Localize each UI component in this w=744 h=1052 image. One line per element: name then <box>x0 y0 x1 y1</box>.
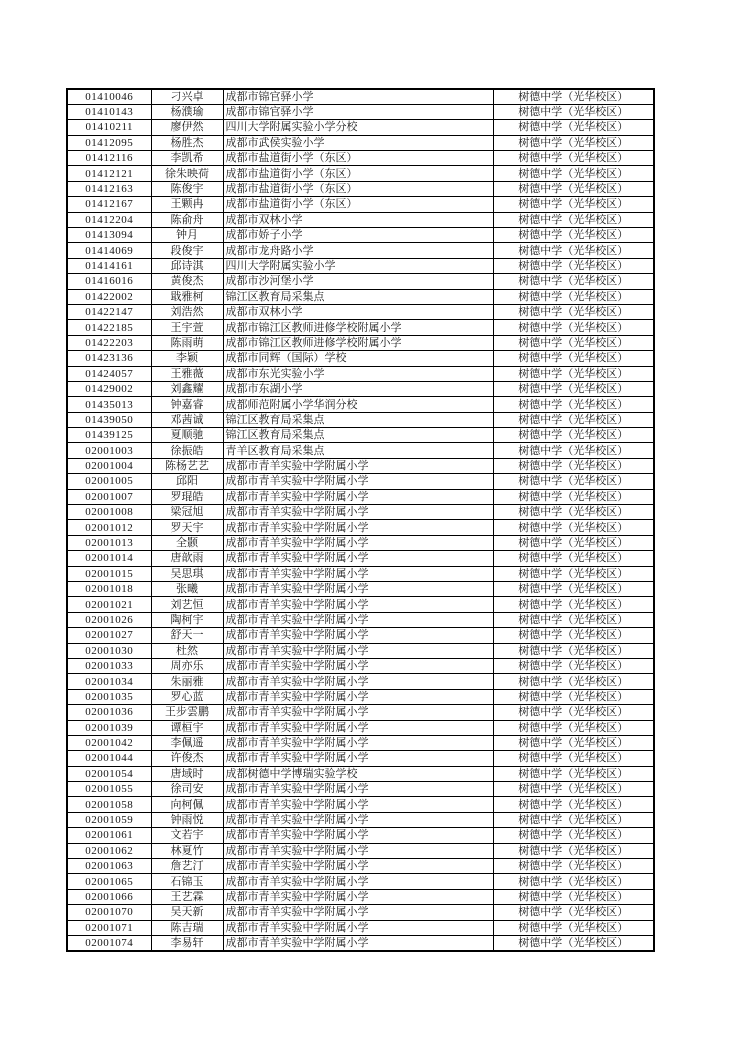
cell-assigned-school: 树德中学（光华校区） <box>493 889 654 904</box>
cell-student-name: 李凯希 <box>151 151 223 166</box>
cell-student-name: 钟嘉睿 <box>151 397 223 412</box>
cell-primary-school: 成都市双林小学 <box>223 212 493 227</box>
cell-student-id: 02001004 <box>67 458 151 473</box>
cell-primary-school: 成都市青羊实验中学附属小学 <box>223 674 493 689</box>
table-row <box>67 751 654 766</box>
cell-primary-school: 成都市青羊实验中学附属小学 <box>223 812 493 827</box>
table-row <box>67 166 654 181</box>
cell-student-id: 01424057 <box>67 366 151 381</box>
table-row <box>67 366 654 381</box>
cell-student-id: 02001008 <box>67 505 151 520</box>
cell-primary-school: 成都市青羊实验中学附属小学 <box>223 535 493 550</box>
table-row <box>67 828 654 843</box>
cell-primary-school: 成都市青羊实验中学附属小学 <box>223 689 493 704</box>
table-row <box>67 566 654 581</box>
table-body <box>67 89 654 951</box>
cell-student-name: 钟月 <box>151 228 223 243</box>
table-row <box>67 274 654 289</box>
cell-primary-school: 成都市青羊实验中学附属小学 <box>223 658 493 673</box>
cell-assigned-school: 树德中学（光华校区） <box>493 258 654 273</box>
cell-student-id: 02001026 <box>67 612 151 627</box>
cell-primary-school: 成都市青羊实验中学附属小学 <box>223 797 493 812</box>
cell-primary-school: 成都市青羊实验中学附属小学 <box>223 782 493 797</box>
cell-student-name: 陈吉瑞 <box>151 920 223 935</box>
cell-student-id: 02001055 <box>67 782 151 797</box>
cell-student-name: 李易轩 <box>151 935 223 950</box>
table-row <box>67 412 654 427</box>
cell-student-id: 01412163 <box>67 181 151 196</box>
cell-student-name: 周亦乐 <box>151 658 223 673</box>
cell-assigned-school: 树德中学（光华校区） <box>493 505 654 520</box>
table-row <box>67 320 654 335</box>
cell-primary-school: 成都市锦官驿小学 <box>223 89 493 104</box>
cell-assigned-school: 树德中学（光华校区） <box>493 658 654 673</box>
cell-primary-school: 成都市沙河堡小学 <box>223 274 493 289</box>
cell-assigned-school: 树德中学（光华校区） <box>493 874 654 889</box>
cell-primary-school: 成都市龙舟路小学 <box>223 243 493 258</box>
cell-primary-school: 成都市盐道街小学（东区） <box>223 151 493 166</box>
table-row <box>67 243 654 258</box>
cell-primary-school: 成都市锦江区教师进修学校附属小学 <box>223 335 493 350</box>
table-row <box>67 920 654 935</box>
table-row <box>67 289 654 304</box>
cell-assigned-school: 树德中学（光华校区） <box>493 551 654 566</box>
cell-primary-school: 成都市东光实验小学 <box>223 366 493 381</box>
cell-student-id: 02001013 <box>67 535 151 550</box>
cell-primary-school: 成都市青羊实验中学附属小学 <box>223 505 493 520</box>
cell-assigned-school: 树德中学（光华校区） <box>493 843 654 858</box>
cell-student-id: 01439125 <box>67 428 151 443</box>
cell-student-id: 02001062 <box>67 843 151 858</box>
cell-assigned-school: 树德中学（光华校区） <box>493 151 654 166</box>
cell-assigned-school: 树德中学（光华校区） <box>493 474 654 489</box>
cell-assigned-school: 树德中学（光华校区） <box>493 104 654 119</box>
cell-student-name: 许俊杰 <box>151 751 223 766</box>
cell-assigned-school: 树德中学（光华校区） <box>493 228 654 243</box>
table-row <box>67 89 654 104</box>
cell-student-id: 01414161 <box>67 258 151 273</box>
cell-student-name: 刁兴卓 <box>151 89 223 104</box>
cell-student-name: 陶柯宇 <box>151 612 223 627</box>
cell-primary-school: 成都市青羊实验中学附属小学 <box>223 843 493 858</box>
cell-assigned-school: 树德中学（光华校区） <box>493 720 654 735</box>
cell-assigned-school: 树德中学（光华校区） <box>493 181 654 196</box>
cell-primary-school: 成都师范附属小学华润分校 <box>223 397 493 412</box>
cell-student-name: 刘鑫耀 <box>151 381 223 396</box>
cell-assigned-school: 树德中学（光华校区） <box>493 135 654 150</box>
cell-primary-school: 成都市娇子小学 <box>223 228 493 243</box>
cell-student-id: 02001030 <box>67 643 151 658</box>
cell-student-id: 01412121 <box>67 166 151 181</box>
cell-student-name: 杜然 <box>151 643 223 658</box>
table-row <box>67 766 654 781</box>
cell-student-name: 舒天一 <box>151 628 223 643</box>
cell-student-id: 02001044 <box>67 751 151 766</box>
cell-student-name: 罗心蓝 <box>151 689 223 704</box>
table-row <box>67 597 654 612</box>
cell-primary-school: 成都市盐道街小学（东区） <box>223 166 493 181</box>
cell-assigned-school: 树德中学（光华校区） <box>493 89 654 104</box>
cell-student-id: 02001054 <box>67 766 151 781</box>
cell-primary-school: 锦江区教育局采集点 <box>223 412 493 427</box>
cell-assigned-school: 树德中学（光华校区） <box>493 166 654 181</box>
table-row <box>67 551 654 566</box>
cell-student-id: 01412204 <box>67 212 151 227</box>
cell-primary-school: 成都市青羊实验中学附属小学 <box>223 458 493 473</box>
cell-student-name: 王步雲鹏 <box>151 705 223 720</box>
table-row <box>67 120 654 135</box>
cell-student-id: 02001027 <box>67 628 151 643</box>
cell-student-name: 王宇萱 <box>151 320 223 335</box>
table-row <box>67 351 654 366</box>
cell-assigned-school: 树德中学（光华校区） <box>493 628 654 643</box>
cell-student-id: 01412116 <box>67 151 151 166</box>
cell-student-id: 02001015 <box>67 566 151 581</box>
cell-student-name: 林夏竹 <box>151 843 223 858</box>
cell-primary-school: 成都市青羊实验中学附属小学 <box>223 551 493 566</box>
cell-student-name: 邱诗淇 <box>151 258 223 273</box>
table-row <box>67 474 654 489</box>
cell-primary-school: 成都市青羊实验中学附属小学 <box>223 566 493 581</box>
cell-student-name: 吴天新 <box>151 905 223 920</box>
cell-primary-school: 成都市武侯实验小学 <box>223 135 493 150</box>
cell-assigned-school: 树德中学（光华校区） <box>493 597 654 612</box>
cell-primary-school: 成都市双林小学 <box>223 304 493 319</box>
cell-student-id: 02001059 <box>67 812 151 827</box>
cell-student-id: 02001058 <box>67 797 151 812</box>
cell-student-name: 石锦玉 <box>151 874 223 889</box>
table-row <box>67 505 654 520</box>
cell-student-id: 02001014 <box>67 551 151 566</box>
cell-primary-school: 成都市青羊实验中学附属小学 <box>223 920 493 935</box>
table-row <box>67 859 654 874</box>
cell-student-name: 向柯佩 <box>151 797 223 812</box>
cell-primary-school: 青羊区教育局采集点 <box>223 443 493 458</box>
table-row <box>67 797 654 812</box>
cell-assigned-school: 树德中学（光华校区） <box>493 566 654 581</box>
cell-primary-school: 成都市青羊实验中学附属小学 <box>223 935 493 950</box>
cell-student-name: 罗琨皓 <box>151 489 223 504</box>
cell-student-name: 段俊宇 <box>151 243 223 258</box>
table-row <box>67 905 654 920</box>
cell-student-name: 邓茜诚 <box>151 412 223 427</box>
cell-student-name: 陈杨艺艺 <box>151 458 223 473</box>
cell-assigned-school: 树德中学（光华校区） <box>493 197 654 212</box>
cell-student-name: 张曦 <box>151 582 223 597</box>
cell-primary-school: 成都市青羊实验中学附属小学 <box>223 859 493 874</box>
table-row <box>67 935 654 950</box>
cell-student-name: 徐振皓 <box>151 443 223 458</box>
cell-primary-school: 成都市青羊实验中学附属小学 <box>223 751 493 766</box>
cell-student-id: 02001007 <box>67 489 151 504</box>
table-row <box>67 489 654 504</box>
cell-primary-school: 成都市青羊实验中学附属小学 <box>223 905 493 920</box>
cell-primary-school: 锦江区教育局采集点 <box>223 428 493 443</box>
cell-student-id: 02001065 <box>67 874 151 889</box>
cell-primary-school: 成都市盐道街小学（东区） <box>223 197 493 212</box>
cell-assigned-school: 树德中学（光华校区） <box>493 320 654 335</box>
cell-student-name: 邱阳 <box>151 474 223 489</box>
cell-student-name: 李颖 <box>151 351 223 366</box>
cell-student-id: 01410211 <box>67 120 151 135</box>
cell-primary-school: 成都市青羊实验中学附属小学 <box>223 612 493 627</box>
table-row <box>67 197 654 212</box>
table-row <box>67 643 654 658</box>
cell-student-id: 02001063 <box>67 859 151 874</box>
cell-student-id: 01412167 <box>67 197 151 212</box>
cell-assigned-school: 树德中学（光华校区） <box>493 381 654 396</box>
table-row <box>67 151 654 166</box>
cell-assigned-school: 树德中学（光华校区） <box>493 905 654 920</box>
cell-assigned-school: 树德中学（光华校区） <box>493 443 654 458</box>
cell-assigned-school: 树德中学（光华校区） <box>493 828 654 843</box>
cell-assigned-school: 树德中学（光华校区） <box>493 120 654 135</box>
cell-primary-school: 成都市青羊实验中学附属小学 <box>223 520 493 535</box>
cell-student-name: 吴思琪 <box>151 566 223 581</box>
cell-student-id: 01413094 <box>67 228 151 243</box>
cell-student-id: 01422185 <box>67 320 151 335</box>
cell-primary-school: 锦江区教育局采集点 <box>223 289 493 304</box>
cell-student-id: 02001035 <box>67 689 151 704</box>
cell-assigned-school: 树德中学（光华校区） <box>493 535 654 550</box>
cell-student-id: 01422147 <box>67 304 151 319</box>
cell-assigned-school: 树德中学（光华校区） <box>493 674 654 689</box>
cell-primary-school: 四川大学附属实验小学分校 <box>223 120 493 135</box>
document-sheet <box>66 88 655 952</box>
cell-student-id: 02001003 <box>67 443 151 458</box>
cell-student-id: 01423136 <box>67 351 151 366</box>
table-row <box>67 889 654 904</box>
cell-assigned-school: 树德中学（光华校区） <box>493 458 654 473</box>
cell-student-id: 01414069 <box>67 243 151 258</box>
cell-student-name: 夏顺驰 <box>151 428 223 443</box>
student-placement-table <box>66 88 655 952</box>
cell-student-id: 01416016 <box>67 274 151 289</box>
table-row <box>67 582 654 597</box>
cell-assigned-school: 树德中学（光华校区） <box>493 520 654 535</box>
cell-primary-school: 成都市盐道街小学（东区） <box>223 181 493 196</box>
cell-student-name: 唐歆雨 <box>151 551 223 566</box>
cell-assigned-school: 树德中学（光华校区） <box>493 397 654 412</box>
cell-student-id: 02001034 <box>67 674 151 689</box>
cell-student-id: 02001012 <box>67 520 151 535</box>
cell-student-id: 02001061 <box>67 828 151 843</box>
cell-primary-school: 成都市同辉（国际）学校 <box>223 351 493 366</box>
cell-primary-school: 成都市青羊实验中学附属小学 <box>223 489 493 504</box>
cell-primary-school: 成都市青羊实验中学附属小学 <box>223 828 493 843</box>
cell-primary-school: 成都市锦官驿小学 <box>223 104 493 119</box>
cell-student-name: 刘艺恒 <box>151 597 223 612</box>
cell-primary-school: 成都市青羊实验中学附属小学 <box>223 735 493 750</box>
cell-student-name: 杨胜杰 <box>151 135 223 150</box>
cell-assigned-school: 树德中学（光华校区） <box>493 289 654 304</box>
cell-primary-school: 成都市锦江区教师进修学校附属小学 <box>223 320 493 335</box>
cell-student-name: 陈俊宇 <box>151 181 223 196</box>
table-row <box>67 304 654 319</box>
cell-student-id: 02001039 <box>67 720 151 735</box>
cell-student-id: 01439050 <box>67 412 151 427</box>
cell-student-name: 朱丽雅 <box>151 674 223 689</box>
cell-student-id: 02001042 <box>67 735 151 750</box>
table-row <box>67 443 654 458</box>
cell-assigned-school: 树德中学（光华校区） <box>493 351 654 366</box>
table-row <box>67 228 654 243</box>
cell-primary-school: 成都市青羊实验中学附属小学 <box>223 628 493 643</box>
cell-assigned-school: 树德中学（光华校区） <box>493 766 654 781</box>
cell-assigned-school: 树德中学（光华校区） <box>493 243 654 258</box>
cell-student-name: 詹艺汀 <box>151 859 223 874</box>
cell-assigned-school: 树德中学（光华校区） <box>493 612 654 627</box>
cell-student-id: 02001033 <box>67 658 151 673</box>
cell-assigned-school: 树德中学（光华校区） <box>493 859 654 874</box>
cell-student-name: 徐朱映荷 <box>151 166 223 181</box>
cell-primary-school: 成都市东湖小学 <box>223 381 493 396</box>
cell-student-name: 黄俊杰 <box>151 274 223 289</box>
cell-assigned-school: 树德中学（光华校区） <box>493 935 654 950</box>
table-row <box>67 674 654 689</box>
cell-primary-school: 四川大学附属实验小学 <box>223 258 493 273</box>
table-row <box>67 720 654 735</box>
table-row <box>67 628 654 643</box>
table-row <box>67 843 654 858</box>
table-row <box>67 258 654 273</box>
cell-student-name: 梁冠旭 <box>151 505 223 520</box>
cell-assigned-school: 树德中学（光华校区） <box>493 751 654 766</box>
table-row <box>67 612 654 627</box>
table-row <box>67 335 654 350</box>
cell-assigned-school: 树德中学（光华校区） <box>493 335 654 350</box>
cell-student-id: 01410046 <box>67 89 151 104</box>
cell-assigned-school: 树德中学（光华校区） <box>493 812 654 827</box>
table-row <box>67 705 654 720</box>
cell-assigned-school: 树德中学（光华校区） <box>493 304 654 319</box>
cell-student-id: 02001066 <box>67 889 151 904</box>
cell-student-id: 02001071 <box>67 920 151 935</box>
cell-student-name: 钟雨悦 <box>151 812 223 827</box>
cell-primary-school: 成都市青羊实验中学附属小学 <box>223 889 493 904</box>
cell-student-name: 陈俞舟 <box>151 212 223 227</box>
table-row <box>67 874 654 889</box>
cell-student-id: 01422203 <box>67 335 151 350</box>
cell-assigned-school: 树德中学（光华校区） <box>493 412 654 427</box>
cell-student-id: 01422002 <box>67 289 151 304</box>
cell-primary-school: 成都市青羊实验中学附属小学 <box>223 474 493 489</box>
cell-student-id: 01410143 <box>67 104 151 119</box>
cell-assigned-school: 树德中学（光华校区） <box>493 212 654 227</box>
table-row <box>67 535 654 550</box>
cell-student-name: 李佩遥 <box>151 735 223 750</box>
cell-student-id: 01412095 <box>67 135 151 150</box>
cell-student-name: 杨濮瑜 <box>151 104 223 119</box>
cell-assigned-school: 树德中学（光华校区） <box>493 689 654 704</box>
cell-student-id: 02001074 <box>67 935 151 950</box>
table-row <box>67 212 654 227</box>
cell-student-id: 02001021 <box>67 597 151 612</box>
cell-student-name: 唐域时 <box>151 766 223 781</box>
cell-student-id: 01435013 <box>67 397 151 412</box>
cell-assigned-school: 树德中学（光华校区） <box>493 274 654 289</box>
cell-primary-school: 成都市青羊实验中学附属小学 <box>223 720 493 735</box>
cell-student-id: 02001070 <box>67 905 151 920</box>
cell-student-name: 文若宇 <box>151 828 223 843</box>
table-row <box>67 381 654 396</box>
table-row <box>67 104 654 119</box>
table-row <box>67 181 654 196</box>
cell-student-id: 02001005 <box>67 474 151 489</box>
cell-student-name: 王雅薇 <box>151 366 223 381</box>
cell-student-name: 王艺霖 <box>151 889 223 904</box>
cell-assigned-school: 树德中学（光华校区） <box>493 582 654 597</box>
table-row <box>67 689 654 704</box>
cell-student-name: 廖伊然 <box>151 120 223 135</box>
cell-assigned-school: 树德中学（光华校区） <box>493 705 654 720</box>
cell-assigned-school: 树德中学（光华校区） <box>493 489 654 504</box>
table-row <box>67 735 654 750</box>
cell-assigned-school: 树德中学（光华校区） <box>493 366 654 381</box>
table-row <box>67 520 654 535</box>
cell-assigned-school: 树德中学（光华校区） <box>493 735 654 750</box>
table-row <box>67 782 654 797</box>
cell-student-id: 01429002 <box>67 381 151 396</box>
cell-student-name: 全颢 <box>151 535 223 550</box>
cell-assigned-school: 树德中学（光华校区） <box>493 797 654 812</box>
cell-student-name: 罗天宇 <box>151 520 223 535</box>
cell-student-name: 戢雅柯 <box>151 289 223 304</box>
cell-assigned-school: 树德中学（光华校区） <box>493 920 654 935</box>
cell-student-name: 徐司安 <box>151 782 223 797</box>
table-row <box>67 658 654 673</box>
cell-assigned-school: 树德中学（光华校区） <box>493 782 654 797</box>
table-row <box>67 458 654 473</box>
cell-primary-school: 成都市青羊实验中学附属小学 <box>223 705 493 720</box>
cell-assigned-school: 树德中学（光华校区） <box>493 643 654 658</box>
cell-primary-school: 成都市青羊实验中学附属小学 <box>223 874 493 889</box>
cell-student-name: 谭桓宇 <box>151 720 223 735</box>
cell-primary-school: 成都市青羊实验中学附属小学 <box>223 582 493 597</box>
cell-student-id: 02001036 <box>67 705 151 720</box>
cell-student-name: 王颗冉 <box>151 197 223 212</box>
cell-assigned-school: 树德中学（光华校区） <box>493 428 654 443</box>
table-row <box>67 135 654 150</box>
cell-primary-school: 成都市青羊实验中学附属小学 <box>223 643 493 658</box>
cell-student-id: 02001018 <box>67 582 151 597</box>
cell-primary-school: 成都市青羊实验中学附属小学 <box>223 597 493 612</box>
table-row <box>67 397 654 412</box>
cell-primary-school: 成都树德中学博瑞实验学校 <box>223 766 493 781</box>
table-row <box>67 428 654 443</box>
table-row <box>67 812 654 827</box>
cell-student-name: 刘浩然 <box>151 304 223 319</box>
cell-student-name: 陈雨萌 <box>151 335 223 350</box>
